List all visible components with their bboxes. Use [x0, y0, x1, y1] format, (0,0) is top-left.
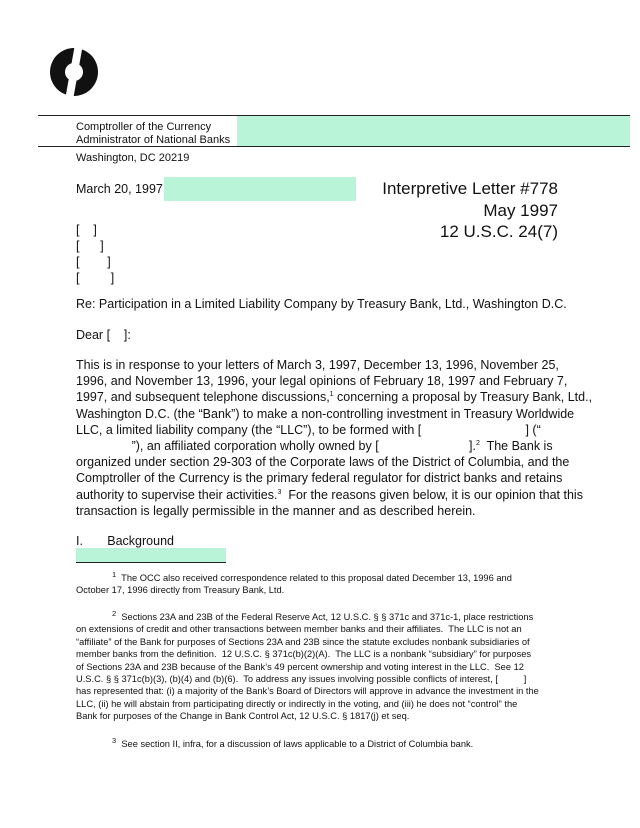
section-heading: I. Background — [76, 534, 174, 548]
footnote-ref-3[interactable]: 3 — [277, 488, 282, 496]
footnote-ref-1[interactable]: 1 — [329, 391, 334, 399]
city-line: Washington, DC 20219 — [76, 152, 190, 164]
header-bottom-rule — [38, 146, 630, 147]
footnote-3 — [76, 735, 596, 750]
body-paragraph — [76, 357, 593, 519]
footnote-1 — [76, 569, 596, 597]
footnote-3-number: 3 — [112, 735, 117, 745]
body-part-1: This is in response to your letters of March 3, 1997, December 13, 1996, November 25, 1996, and November 13, 1996, your legal opinions of February 18, 1997 and February 7, 1997, and subsequent telephone discussions, — [76, 358, 568, 405]
agency-line-2: Administrator of National Banks — [76, 134, 231, 146]
body-part-3: The Bank is organized under section 29-303 of the Corporate laws of the District of Columbia, and the Comptroller of the Currency is the primary federal regulator for district banks and retains authority to supervise their activities. — [76, 439, 570, 502]
footnote-3-text: See section II, infra, for a discussion of laws applicable to a District of Columbia bank. — [116, 739, 474, 749]
il-title: Interpretive Letter #778 — [382, 179, 558, 198]
footnote-1-text: The OCC also received correspondence related to this proposal dated December 13, 1996 and October 17, 1996 directly from Treasury Bank, Ltd. — [76, 573, 512, 596]
agency-line-1: Comptroller of the Currency — [76, 121, 212, 133]
agency-name — [76, 121, 230, 147]
addressee-brackets: [ ] [ ] [ ] [ ] — [76, 223, 115, 285]
footnote-2-text: Sections 23A and 23B of the Federal Reserve Act, 12 U.S.C. § § 371c and 371c-1, place restrictions on extensions of credit and other transactions between member banks and their affiliates. The LLC is not an “affiliate” of the Bank for purposes of Sections 23A and 23B since the statute excludes nonbank subsidiaries of member banks from the definition. 12 U.S.C. § 371c(b)(2)(A). The LLC is a nonbank “subsidiary” for purposes of Sections 23A and 23B because of the Bank’s 49 percent ownership and voting interest in the LLC. See 12 U.S.C. § § 371c(b)(3), (b)(4) and (b)(6). To address any issues involving possible conflicts of interest, [ ] has represented that: (i) a majority of the Bank’s Board of Directors will approve in advance the investment in the LLC, (ii) he will abstain from participating directly or indirectly in the voting, and (iii) he does not “control” the Bank for purposes of the Change in Bank Control Act, 12 U.S.C. § 1817(j) et seq. — [76, 612, 539, 722]
re-line: Re: Participation in a Limited Liability Company by Treasury Bank, Ltd., Washington D.C. — [76, 297, 567, 311]
interpretive-letter-block — [382, 178, 558, 243]
il-cite: 12 U.S.C. 24(7) — [439, 222, 558, 241]
salutation: Dear [ ]: — [76, 328, 131, 342]
occ-logo-icon — [48, 44, 100, 100]
heading-highlight-box — [76, 548, 226, 562]
footnote-ref-2[interactable]: 2 — [475, 439, 480, 447]
date-highlight-box — [164, 177, 356, 201]
footnote-separator — [76, 562, 226, 563]
footnote-2-number: 2 — [112, 608, 117, 618]
footnote-1-number: 1 — [112, 569, 117, 579]
il-month: May 1997 — [483, 200, 558, 220]
header-highlight-band — [237, 116, 630, 146]
body-part-2: concerning a proposal by Treasury Bank, Ltd., Washington D.C. (the “Bank”) to make a non-controlling investment in Treasury Worldwide LLC, a limited liability company (the “LLC”), to be formed with [ ] (“ ”), an affiliated corporation wholly owned by [ ]. — [76, 390, 593, 454]
body-part-4: For the reasons given below, it is our opinion that this transaction is legally permissible in the manner and as described herein. — [76, 487, 583, 518]
letter-date: March 20, 1997 — [76, 182, 163, 196]
footnote-2 — [76, 608, 596, 723]
